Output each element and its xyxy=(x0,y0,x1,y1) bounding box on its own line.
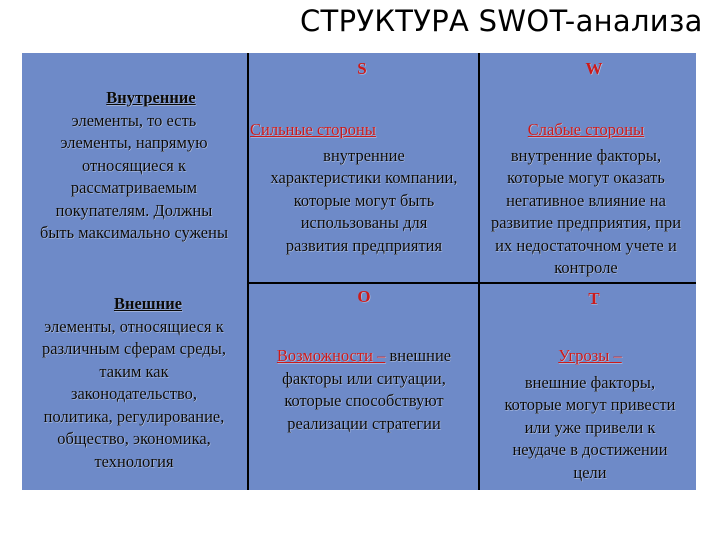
weaknesses-heading: Слабые стороны xyxy=(527,120,645,139)
external-line: технология xyxy=(94,451,174,471)
internal-line: элементы, то есть xyxy=(71,110,197,130)
strengths-line: использованы для xyxy=(300,213,428,232)
opportunities-letter: O xyxy=(357,287,371,306)
external-line: элементы, относящиеся к xyxy=(44,316,224,336)
threats-heading: Угрозы – xyxy=(558,346,622,365)
threats-line: или уже привели к xyxy=(524,417,656,437)
opportunities-heading-line xyxy=(250,345,478,368)
external-line: общество, экономика, xyxy=(57,429,211,448)
weaknesses-cell xyxy=(477,119,695,280)
strengths-cell xyxy=(248,119,480,257)
strengths-line: внутренние xyxy=(323,145,405,165)
weaknesses-line: их недостаточном учете и xyxy=(495,235,677,255)
slide-title: СТРУКТУРА SWOT-анализа xyxy=(300,4,703,38)
internal-line: элементы, напрямую xyxy=(60,133,208,152)
opportunities-line: факторы или ситуации, xyxy=(282,368,446,388)
external-line: различным сферам среды, xyxy=(42,339,226,358)
weaknesses-line: контроле xyxy=(554,258,618,277)
internal-heading: Внутренние xyxy=(106,88,196,107)
internal-line: рассматриваемым xyxy=(70,178,198,197)
external-heading: Внешние xyxy=(113,294,183,313)
internal-line: относящиеся к xyxy=(82,155,186,175)
threats-line: внешние факторы, xyxy=(524,372,656,392)
threats-line: которые могут привести xyxy=(504,395,676,414)
opportunities-heading-rest: внешние xyxy=(385,346,452,365)
weaknesses-line: негативное влияние на xyxy=(506,190,666,210)
strengths-letter: S xyxy=(357,59,367,78)
threats-cell xyxy=(481,345,699,484)
strengths-line: характеристики компании, xyxy=(270,168,458,187)
internal-line: покупателям. Должны xyxy=(55,200,213,220)
threats-line: неудаче в достижении xyxy=(512,440,668,459)
opportunities-heading: Возможности – xyxy=(276,346,386,365)
opportunities-line: реализации стратегии xyxy=(287,413,441,433)
weaknesses-line: развитие предприятия, при xyxy=(490,213,682,232)
external-line: законодательство, xyxy=(70,384,198,403)
internal-description xyxy=(14,87,254,245)
strengths-heading: Сильные стороны xyxy=(250,120,376,139)
weaknesses-line: которые могут оказать xyxy=(507,168,665,187)
strengths-line: которые могут быть xyxy=(293,190,435,210)
strengths-line: развития предприятия xyxy=(285,235,443,255)
threats-line: цели xyxy=(573,462,607,482)
external-line: политика, регулирование, xyxy=(43,406,225,426)
weaknesses-letter: W xyxy=(585,59,603,78)
external-line: таким как xyxy=(99,361,169,381)
opportunities-line: которые способствуют xyxy=(284,391,444,410)
internal-line: быть максимально сужены xyxy=(39,223,229,242)
opportunities-cell xyxy=(250,345,478,435)
external-description xyxy=(14,293,254,473)
grid-line-horizontal xyxy=(247,282,696,284)
weaknesses-line: внутренние факторы, xyxy=(510,145,662,165)
threats-letter: T xyxy=(588,289,600,308)
